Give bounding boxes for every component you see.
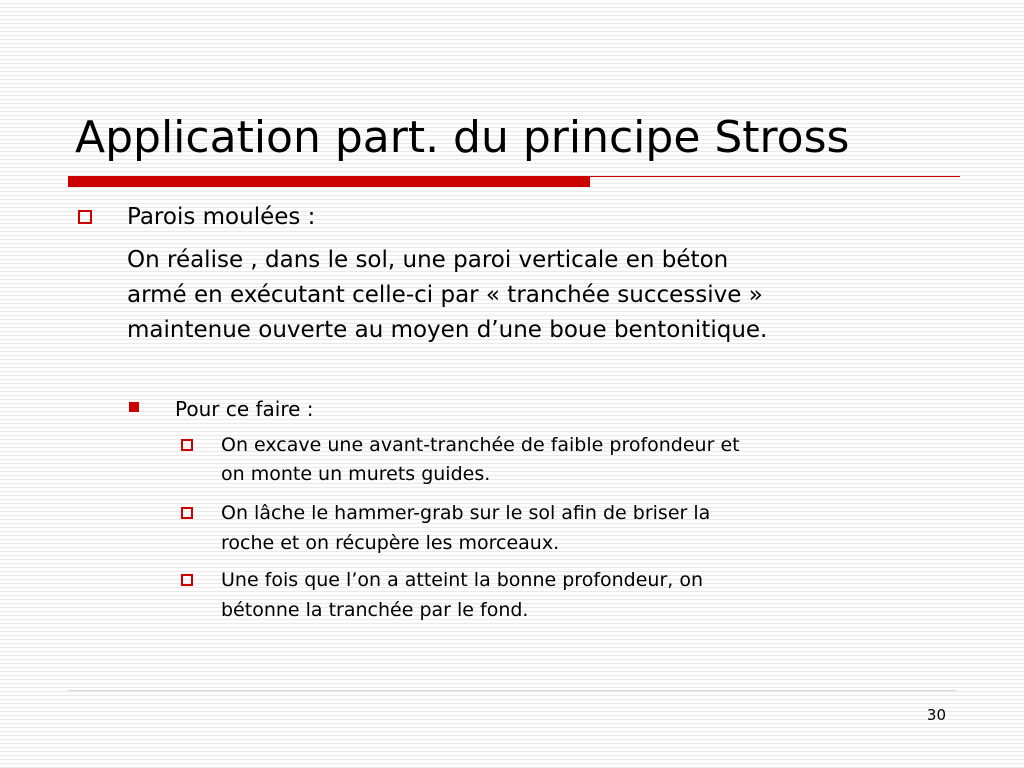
hollow-square-bullet-icon bbox=[181, 439, 193, 451]
sub-heading: Pour ce faire : bbox=[175, 397, 314, 421]
filled-square-bullet-icon bbox=[129, 402, 139, 412]
paragraph-line: On réalise , dans le sol, une paroi verticale en béton bbox=[127, 247, 729, 273]
hollow-square-bullet-icon bbox=[181, 574, 193, 586]
step-line: Une fois que l’on a atteint la bonne profondeur, on bbox=[221, 569, 704, 591]
slide-title: Application part. du principe Stross bbox=[75, 112, 850, 163]
step-line: on monte un murets guides. bbox=[221, 463, 491, 485]
hollow-square-bullet-icon bbox=[78, 210, 92, 224]
section-heading: Parois moulées : bbox=[127, 204, 316, 230]
step-line: On lâche le hammer-grab sur le sol afin de briser la bbox=[221, 502, 711, 524]
step-line: bétonne la tranchée par le fond. bbox=[221, 599, 529, 621]
footer-divider bbox=[68, 690, 956, 691]
paragraph-line: armé en exécutant celle-ci par « tranchée successive » bbox=[127, 282, 763, 308]
hollow-square-bullet-icon bbox=[181, 507, 193, 519]
step-line: On excave une avant-tranchée de faible profondeur et bbox=[221, 434, 740, 456]
paragraph-line: maintenue ouverte au moyen d’une boue bentonitique. bbox=[127, 317, 768, 343]
step-line: roche et on récupère les morceaux. bbox=[221, 532, 560, 554]
page-number: 30 bbox=[926, 706, 946, 724]
